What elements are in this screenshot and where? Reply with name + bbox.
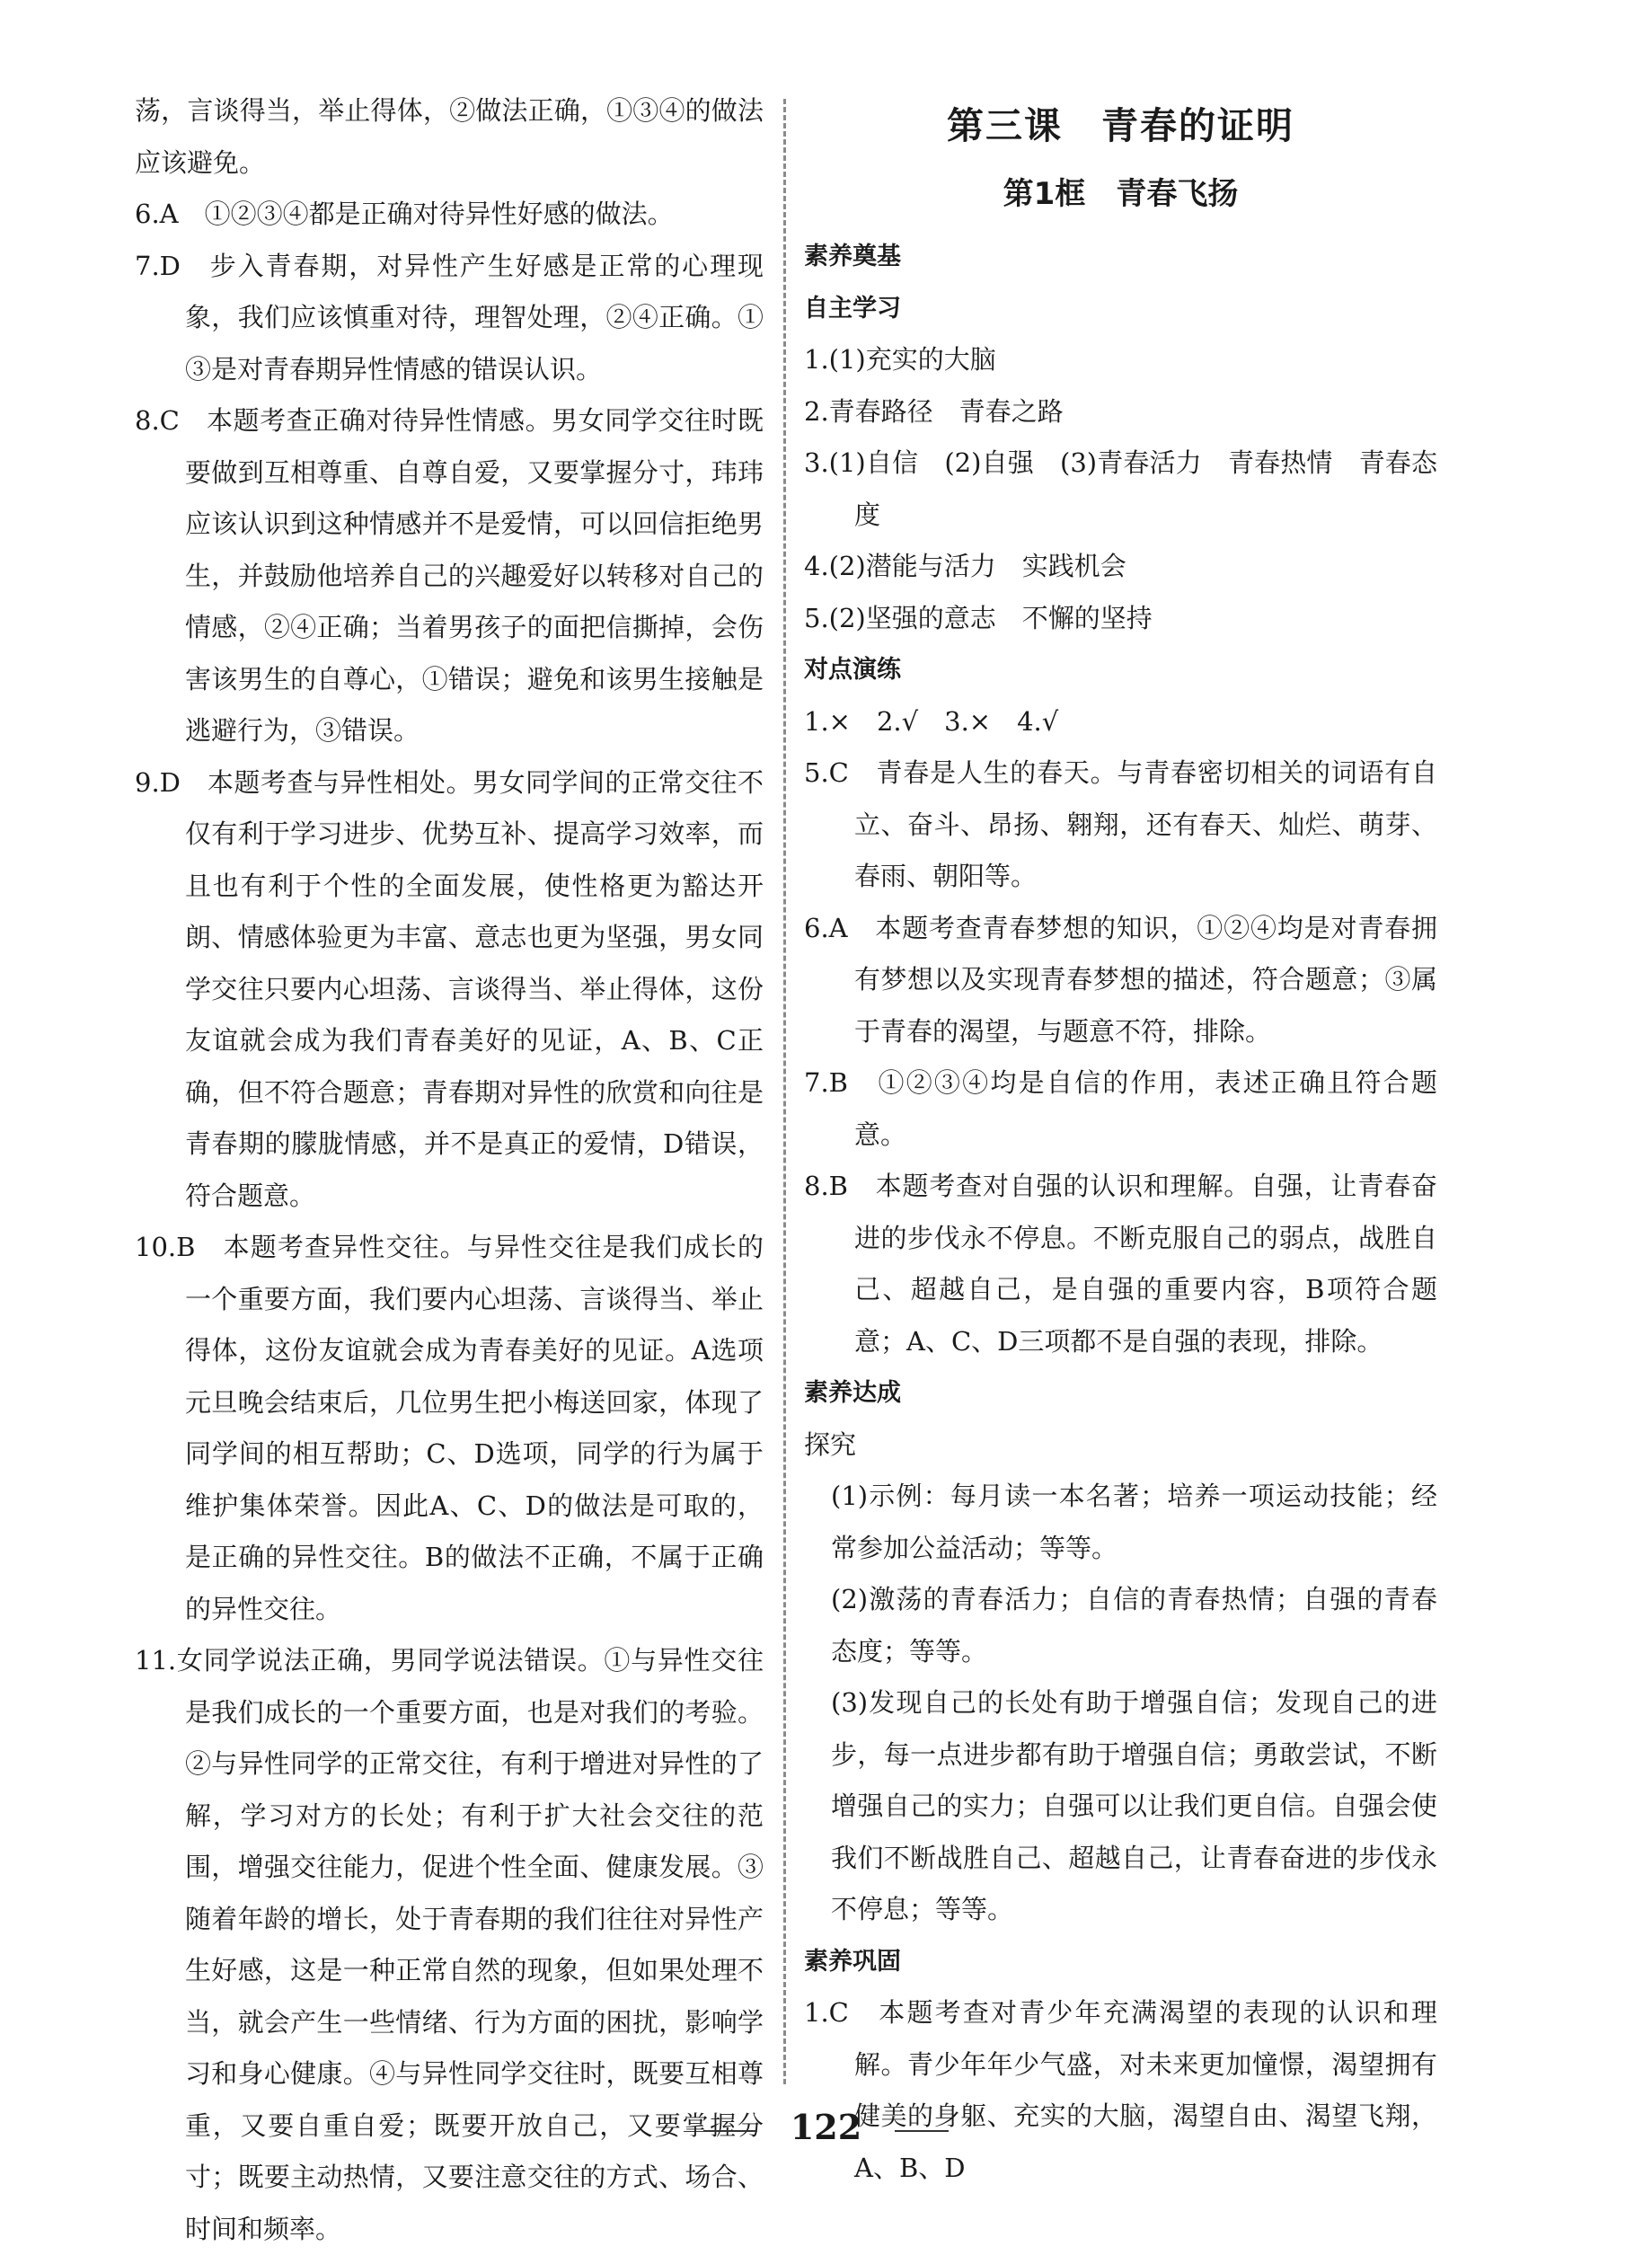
footer-dash-left <box>703 2130 757 2132</box>
answer-line: 1.(1)充实的大脑 <box>804 344 996 375</box>
sub-answer: (2)激荡的青春活力；自信的青春热情；自强的青春态度；等等。 <box>831 1584 1437 1667</box>
left-column <box>135 85 764 2255</box>
section-heading: 素养奠基 <box>804 243 901 270</box>
right-column <box>804 85 1437 2194</box>
page-number: 122 <box>790 2107 862 2147</box>
answer-line: 1.× 2.√ 3.× 4.√ <box>804 705 1059 737</box>
sub-answer: (3)发现自己的长处有助于增强自信；发现自己的进步，每一点进步都有助于增强自信；勇敢尝试，不断增强自己的实力；自强可以让我们更自信。自强会使我们不断战胜自己、超越自己，让青春奋进的步伐永不停息；等等。 <box>831 1687 1437 1924</box>
section-heading: 素养巩固 <box>804 1947 901 1976</box>
section-heading: 自主学习 <box>804 294 901 323</box>
answer-item: 6.A 本题考查青春梦想的知识，①②④均是对青春拥有梦想以及实现青春梦想的描述，符合题意；③属于青春的渴望，与题意不符，排除。 <box>804 912 1437 1047</box>
frame-title: 第1框 青春飞扬 <box>1003 176 1239 212</box>
answer-item: 10.B 本题考查异性交往。与异性交往是我们成长的一个重要方面，我们要内心坦荡、言谈得当、举止得体，这份友谊就会成为青春美好的见证。A选项元旦晚会结束后，几位男生把小梅送回家，体现了同学间的相互帮助；C、D选项，同学的行为属于维护集体荣誉。因此A、C、D的做法是可取的，是正确的异性交往。B的做法不正确，不属于正确的异性交往。 <box>135 1232 764 1624</box>
answer-line: 5.(2)坚强的意志 不懈的坚持 <box>804 602 1153 633</box>
answer-item: 7.B ①②③④均是自信的作用，表述正确且符合题意。 <box>804 1067 1437 1150</box>
answer-line: 4.(2)潜能与活力 实践机会 <box>804 551 1126 581</box>
answer-item: 7.D 步入青春期，对异性产生好感是正常的心理现象，我们应该慎重对待，理智处理，②④正确。①③是对青春期异性情感的错误认识。 <box>135 250 764 385</box>
answer-line: 2.青春路径 青春之路 <box>804 395 1064 427</box>
answer-item: 6.A ①②③④都是正确对待异性好感的做法。 <box>135 199 674 229</box>
answer-item: 9.D 本题考查与异性相处。男女同学间的正常交往不仅有利于学习进步、优势互补、提高学习效率，而且也有利于个性的全面发展，使性格更为豁达开朗、情感体验更为丰富、意志也更为坚强，男女同学交往只要内心坦荡、言谈得当、举止得体，这份友谊就会成为我们青春美好的见证，A、B、C正确，但不符合题意；青春期对异性的欣赏和向往是青春期的朦胧情感，并不是真正的爱情，D错误，符合题意。 <box>135 766 764 1211</box>
sub-answer: (1)示例：每月读一本名著；培养一项运动技能；经常参加公益活动；等等。 <box>831 1481 1437 1563</box>
paragraph: 荡，言谈得当，举止得体，②做法正确，①③④的做法应该避免。 <box>135 95 764 178</box>
section-heading: 素养达成 <box>804 1379 901 1407</box>
answer-item: 11.女同学说法正确，男同学说法错误。①与异性交往是我们成长的一个重要方面，也是对我们的考验。②与异性同学的正常交往，有利于增进对异性的了解，学习对方的长处；有利于扩大社会交往的范围，增强交往能力，促进个性全面、健康发展。③随着年龄的增长，处于青春期的我们往往对异性产生好感，这是一种正常自然的现象，但如果处理不当，就会产生一些情绪、行为方面的困扰，影响学习和身心健康。④与异性同学交往时，既要互相尊重，又要自重自爱；既要开放自己，又要掌握分寸；既要主动热情，又要注意交往的方式、场合、时间和频率。 <box>135 1645 764 2244</box>
answer-item: 8.C 本题考查正确对待异性情感。男女同学交往时既要做到互相尊重、自尊自爱，又要掌握分寸，玮玮应该认识到这种情感并不是爱情，可以回信拒绝男生，并鼓励他培养自己的兴趣爱好以转移对自己的情感，②④正确；当着男孩子的面把信撕掉，会伤害该男生的自尊心，①错误；避免和该男生接触是逃避行为，③错误。 <box>135 405 764 746</box>
answer-item: 1.C 本题考查对青少年充满渴望的表现的认识和理解。青少年年少气盛，对未来更加憧憬，渴望拥有健美的身躯、充实的大脑，渴望自由、渴望飞翔，A、B、D <box>804 1997 1437 2183</box>
section-heading: 对点演练 <box>804 656 901 684</box>
answer-line: 探究 <box>804 1428 857 1460</box>
footer-dash-right <box>895 2130 949 2132</box>
answer-item: 8.B 本题考查对自强的认识和理解。自强，让青春奋进的步伐永不停息。不断克服自己的弱点，战胜自己、超越自己，是自强的重要内容，B项符合题意；A、C、D三项都不是自强的表现，排除。 <box>804 1171 1437 1357</box>
lesson-title: 第三课 青春的证明 <box>947 104 1294 147</box>
column-divider <box>783 99 786 2084</box>
answer-item: 3.(1)自信 (2)自强 (3)青春活力 青春热情 青春态度 <box>804 447 1437 530</box>
page-number-footer <box>0 2107 1652 2147</box>
right-column-content <box>804 231 1437 2194</box>
answer-item: 5.C 青春是人生的春天。与青春密切相关的词语有自立、奋斗、昂扬、翱翔，还有春天、灿烂、萌芽、春雨、朝阳等。 <box>804 757 1437 891</box>
